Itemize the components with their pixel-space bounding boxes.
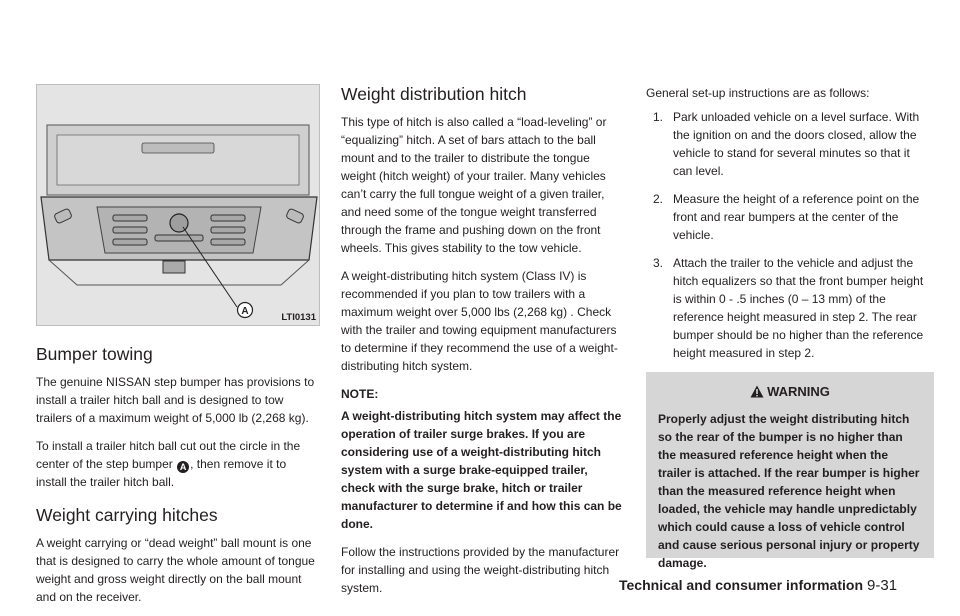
step-number: 3. — [653, 256, 664, 270]
warning-header — [658, 384, 922, 399]
paragraph-weight-distribution-1: This type of hitch is also called a “load-leveling” or “equalizing” hitch. A set of bars attach to the ball mount and to the trailer to distribute the tongue weight (hitch weight) of your trailer. Many vehicles can’t carry the full tongue weight of a given trailer, and need some of the tongue weight transferred through the frame and pushing down on the front wheels. This gives stability to the tow vehicle. — [341, 115, 607, 255]
paragraph-text: , then remove it to install the trailer hitch ball. — [36, 457, 287, 489]
callout-a-label: A — [241, 306, 249, 317]
page-number: 9-31 — [867, 577, 898, 594]
heading-weight-distribution: Weight distribution hitch — [341, 84, 527, 104]
list-item — [646, 108, 930, 180]
setup-intro: General set-up instructions are as follows: — [646, 86, 870, 100]
setup-steps-list — [646, 108, 930, 362]
note-text: A weight-distributing hitch system may affect the operation of trailer surge brakes. If you are considering use of a weight-distributing hitch system with a surge brake-equipped trailer, check with the surge brake, hitch or trailer manufacturer to determine if and how this can be done. — [341, 409, 622, 531]
footer-section-title: Technical and consumer information — [619, 577, 864, 593]
step-text: Attach the trailer to the vehicle and adjust the hitch equalizers so that the front bumper height is within 0 - .5 inches (0 – 13 mm) of the reference height measured in step 2. The rear bumper should be no higher than the reference height measured in step 2. — [673, 256, 924, 360]
left-column — [36, 84, 320, 616]
paragraph-text: To install a trailer hitch ball cut out the circle in the center of the step bumper — [36, 439, 301, 471]
warning-box — [646, 372, 934, 570]
bumper-drawing — [37, 85, 320, 326]
step-text: Measure the height of a reference point on the front and rear bumpers at the center of the vehicle. — [673, 192, 920, 242]
heading-bumper-towing: Bumper towing — [36, 344, 153, 364]
callout-a-marker: A — [177, 461, 189, 473]
paragraph-weight-carrying: A weight carrying or “dead weight” ball mount is one that is designed to carry the whole amount of tongue weight and gross weight directly on the ball mount and on the receiver. — [36, 536, 315, 604]
paragraph-weight-distribution-2: A weight-distributing hitch system (Class IV) is recommended if you plan to tow trailers with a maximum weight over 5,000 lbs (2,268 kg) . Check with the trailer and towing equipment manufacturers to determine if they recommend the use of a weight-distributing hitch system. — [341, 269, 618, 373]
page-footer — [619, 577, 919, 594]
step-number: 1. — [653, 110, 664, 124]
note-label: NOTE: — [341, 387, 379, 401]
figure-code: LTI0131 — [281, 312, 316, 323]
heading-weight-carrying: Weight carrying hitches — [36, 505, 218, 525]
list-item — [646, 190, 930, 244]
warning-text: Properly adjust the weight distributing hitch so the rear of the bumper is no higher than the measured reference height when the trailer is attached. If the rear bumper is higher than the measured reference height when loaded, the vehicle may handle unpredictably which could cause a loss of vehicle control and cause serious personal injury or property damage. — [658, 412, 920, 570]
step-number: 2. — [653, 192, 664, 206]
step-bumper-illustration — [36, 84, 320, 326]
right-column — [646, 84, 930, 570]
warning-icon — [750, 385, 764, 398]
paragraph-bumper-towing-1: The genuine NISSAN step bumper has provisions to install a trailer hitch ball and is designed to tow trailers of a maximum weight of 5,000 lb (2,268 kg). — [36, 375, 315, 425]
list-item — [646, 254, 930, 362]
paragraph-bumper-towing-2 — [36, 437, 320, 491]
warning-title: WARNING — [767, 384, 830, 399]
step-text: Park unloaded vehicle on a level surface. With the ignition on and the doors closed, allow the vehicle to stand for several minutes so that it can level. — [673, 110, 920, 178]
paragraph-weight-distribution-3: Follow the instructions provided by the manufacturer for installing and using the weight-distributing hitch system. — [341, 545, 620, 595]
middle-column — [341, 84, 625, 607]
